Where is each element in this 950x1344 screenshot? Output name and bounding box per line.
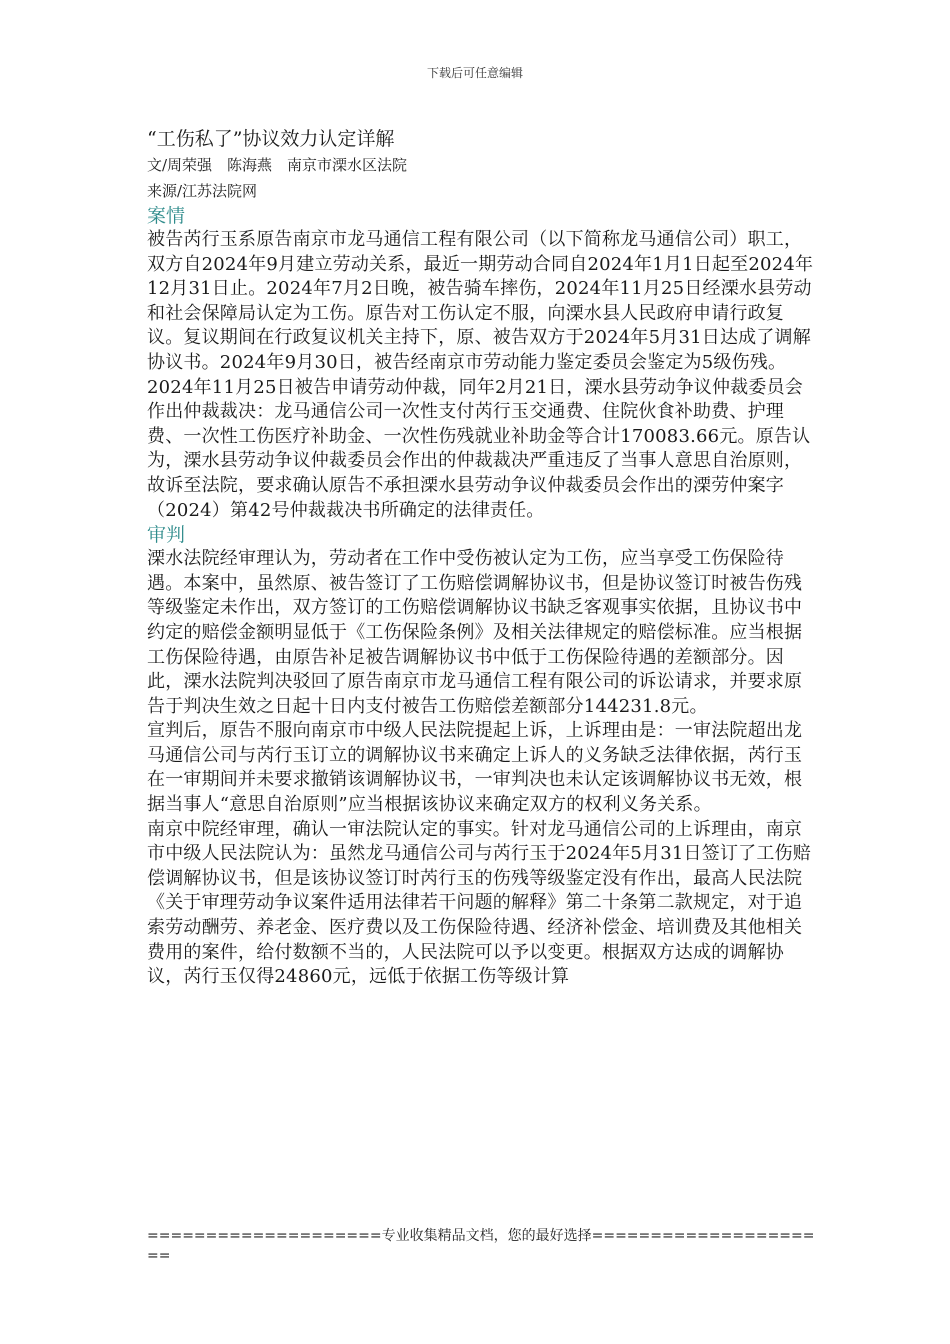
article-authors: 文/周荣强 陈海燕 南京市溧水区法院 bbox=[147, 156, 408, 174]
section-heading-case: 案情 bbox=[147, 205, 186, 227]
case-paragraph-1: 被告芮行玉系原告南京市龙马通信工程有限公司（以下简称龙马通信公司）职工，双方自2024年9月建立劳动关系，最近一期劳动合同自2024年1月1日起至2024年12月31日止。2024年7月2日晚，被告骑车摔伤，2024年11月25日经溧水县劳动和社会保障局认定为工伤。原告对工伤认定不服，向溧水县人民政府申请行政复议。复议期间在行政复议机关主持下，原、被告双方于2024年5月31日达成了调解协议书。2024年9月30日，被告经南京市劳动能力鉴定委员会鉴定为5级伤残。 bbox=[147, 229, 814, 373]
section-heading-trial: 审判 bbox=[147, 524, 186, 547]
page-footer: ====================专业收集精品文档，您的最好选择===================== bbox=[147, 1228, 815, 1264]
article bbox=[147, 126, 819, 990]
trial-paragraph-2: 宣判后，原告不服向南京市中级人民法院提起上诉，上诉理由是：一审法院超出龙马通信公司与芮行玉订立的调解协议书来确定上诉人的义务缺乏法律依据，芮行玉在一审期间并未要求撤销该调解协议书，一审判决也未认定该调解协议书无效，根据当事人“意思自治原则”应当根据该协议来确定双方的权利义务关系。 bbox=[147, 720, 803, 816]
trial-paragraph-1: 溧水法院经审理认为，劳动者在工作中受伤被认定为工伤，应当享受工伤保险待遇。本案中，虽然原、被告签订了工伤赔偿调解协议书，但是协议签订时被告伤残等级鉴定未作出，双方签订的工伤赔偿调解协议书缺乏客观事实依据，且协议书中约定的赔偿金额明显低于《工伤保险条例》及相关法律规定的赔偿标准。应当根据工伤保险待遇，由原告补足被告调解协议书中低于工伤保险待遇的差额部分。因此，溧水法院判决驳回了原告南京市龙马通信工程有限公司的诉讼请求，并要求原告于判决生效之日起十日内支付被告工伤赔偿差额部分144231.8元。 bbox=[147, 548, 803, 717]
article-source: 来源/江苏法院网 bbox=[147, 182, 258, 200]
case-paragraph-2: 2024年11月25日被告申请劳动仲裁，同年2月21日，溧水县劳动争议仲裁委员会作出仲裁裁决：龙马通信公司一次性支付芮行玉交通费、住院伙食补助费、护理费、一次性工伤医疗补助金、一次性伤残就业补助金等合计170083.66元。原告认为，溧水县劳动争议仲裁委员会作出的仲裁裁决严重违反了当事人意思自治原则，故诉至法院，要求确认原告不承担溧水县劳动争议仲裁委员会作出的溧劳仲案字（2024）第42号仲裁裁决书所确定的法律责任。 bbox=[147, 376, 811, 521]
page-header: 下载后可任意编辑 bbox=[426, 66, 523, 80]
article-title: “工伤私了”协议效力认定详解 bbox=[147, 128, 395, 150]
trial-paragraph-3: 南京中院经审理，确认一审法院认定的事实。针对龙马通信公司的上诉理由，南京市中级人民法院认为：虽然龙马通信公司与芮行玉于2024年5月31日签订了工伤赔偿调解协议书，但是该协议签订时芮行玉的伤残等级鉴定没有作出，最高人民法院《关于审理劳动争议案件适用法律若干问题的解释》第二十条第二款规定，对于追索劳动酬劳、养老金、医疗费以及工伤保险待遇、经济补偿金、培训费及其他相关费用的案件，给付数额不当的，人民法院可以予以变更。根据双方达成的调解协议，芮行玉仅得24860元，远低于依据工伤等级计算 bbox=[147, 818, 811, 988]
